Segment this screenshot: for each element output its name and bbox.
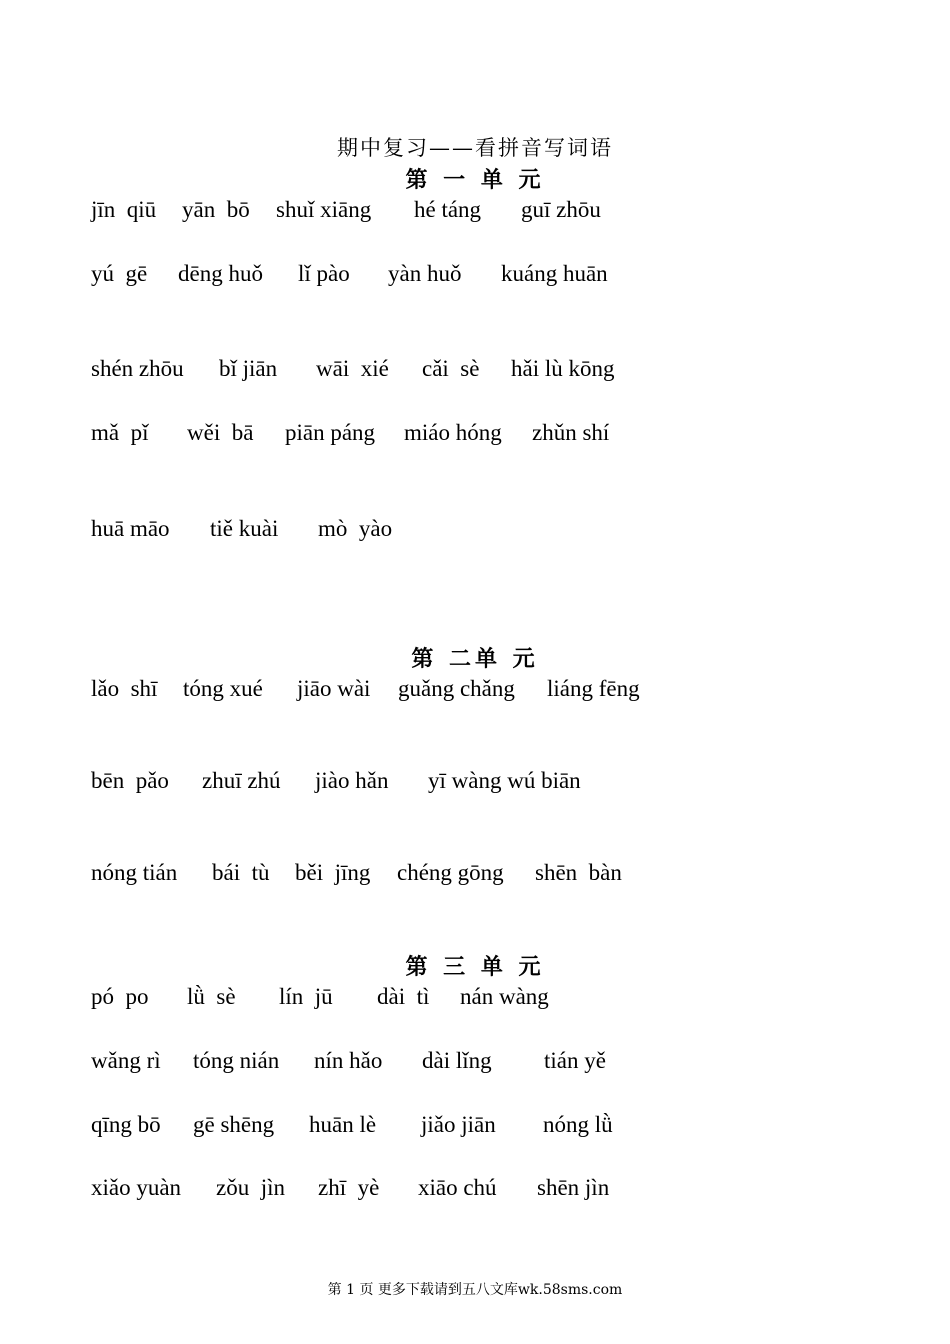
pinyin-word: mò yào	[318, 516, 393, 541]
pinyin-word: guī zhōu	[521, 197, 601, 222]
pinyin-word: jiāo wài	[297, 676, 371, 701]
pinyin-word: tóng nián	[193, 1048, 280, 1073]
pinyin-word: qīng bō	[91, 1112, 161, 1137]
pinyin-word: jiǎo jiān	[421, 1112, 496, 1137]
pinyin-word: chéng gōng	[397, 860, 504, 885]
unit-2-heading: 第 二单 元	[411, 646, 539, 672]
pinyin-word: huā māo	[91, 516, 170, 541]
pinyin-word: dài tì	[377, 984, 430, 1009]
pinyin-word: bǐ jiān	[219, 356, 278, 381]
pinyin-word: piān páng	[285, 420, 376, 445]
pinyin-word: shēn bàn	[535, 860, 622, 885]
pinyin-word: tián yě	[544, 1048, 606, 1073]
pinyin-word: tóng xué	[183, 676, 263, 701]
pinyin-word: bēn pǎo	[91, 768, 169, 793]
pinyin-word: lín jū	[279, 984, 333, 1009]
pinyin-word: hǎi lù kōng	[511, 356, 615, 381]
pinyin-word: lǐ pào	[298, 261, 350, 286]
pinyin-word: lǎo shī	[91, 676, 158, 701]
pinyin-word: wāi xié	[316, 356, 389, 381]
pinyin-word: kuáng huān	[501, 261, 608, 286]
pinyin-word: zhuī zhú	[202, 768, 281, 793]
pinyin-word: yān bō	[182, 197, 250, 222]
pinyin-word: miáo hóng	[404, 420, 502, 445]
pinyin-word: mǎ pǐ	[91, 420, 149, 445]
pinyin-word: shēn jìn	[537, 1175, 610, 1200]
pinyin-word: liáng fēng	[547, 676, 640, 701]
pinyin-word: huān lè	[309, 1112, 377, 1137]
pinyin-word: jiào hǎn	[315, 768, 389, 793]
pinyin-word: lǜ sè	[187, 984, 236, 1009]
pinyin-word: dēng huǒ	[178, 261, 263, 286]
pinyin-word: jīn qiū	[91, 197, 157, 222]
pinyin-word: zhī yè	[318, 1175, 380, 1200]
pinyin-word: yú gē	[91, 261, 148, 286]
pinyin-word: gē shēng	[193, 1112, 275, 1137]
unit-3-heading: 第 三 单 元	[405, 954, 545, 980]
pinyin-word: nóng tián	[91, 860, 178, 885]
page-title: 期中复习——看拼音写词语	[337, 136, 613, 160]
pinyin-word: yàn huǒ	[388, 261, 462, 286]
pinyin-word: nán wàng	[460, 984, 549, 1009]
pinyin-word: tiě kuài	[210, 516, 279, 541]
pinyin-word: shuǐ xiāng	[276, 197, 372, 222]
pinyin-word: zhǔn shí	[532, 420, 610, 445]
pinyin-word: xiāo chú	[418, 1175, 497, 1200]
pinyin-word: nín hǎo	[314, 1048, 383, 1073]
pinyin-word: wěi bā	[187, 420, 254, 445]
unit-1-heading: 第 一 单 元	[405, 167, 545, 193]
pinyin-word: guǎng chǎng	[398, 676, 515, 701]
pinyin-word: nóng lǜ	[543, 1112, 613, 1137]
page-footer: 第 1 页 更多下载请到五八文库wk.58sms.com	[327, 1282, 623, 1298]
pinyin-word: hé táng	[414, 197, 482, 222]
pinyin-word: bái tù	[212, 860, 270, 885]
pinyin-word: yī wàng wú biān	[428, 768, 581, 793]
pinyin-word: cǎi sè	[422, 356, 480, 381]
pinyin-word: pó po	[91, 984, 149, 1009]
pinyin-word: wǎng rì	[91, 1048, 161, 1073]
pinyin-word: shén zhōu	[91, 356, 184, 381]
pinyin-word: zǒu jìn	[216, 1175, 285, 1200]
pinyin-word: xiǎo yuàn	[91, 1175, 182, 1200]
pinyin-word: dài lǐng	[422, 1048, 492, 1073]
pinyin-word: běi jīng	[295, 860, 371, 885]
